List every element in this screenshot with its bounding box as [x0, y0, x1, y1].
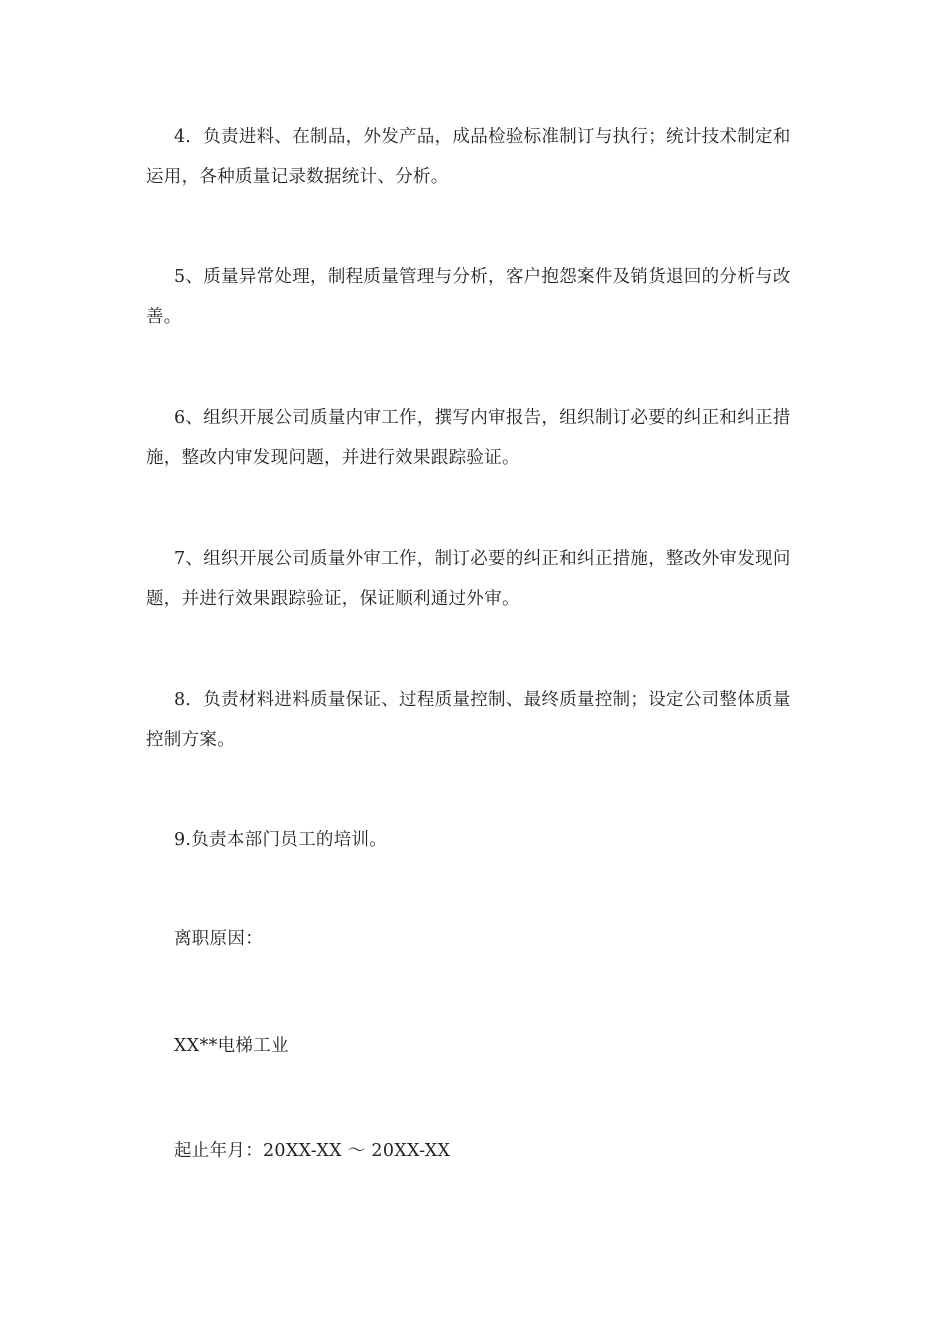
duty-item-5: 5、质量异常处理，制程质量管理与分析，客户抱怨案件及销货退回的分析与改善。: [146, 267, 791, 327]
employment-period: 起止年月：20XX-XX ～ 20XX-XX: [174, 1141, 451, 1161]
duty-item-9: 9.负责本部门员工的培训。: [174, 830, 388, 850]
leave-reason-label: 离职原因：: [174, 929, 263, 949]
duty-item-6: 6、组织开展公司质量内审工作，撰写内审报告，组织制订必要的纠正和纠正措施，整改内审发现问题，并进行效果跟踪验证。: [146, 408, 791, 468]
duty-item-7: 7、组织开展公司质量外审工作，制订必要的纠正和纠正措施，整改外审发现问题，并进行效果跟踪验证，保证顺利通过外审。: [146, 549, 791, 609]
duty-item-8: 8．负责材料进料质量保证、过程质量控制、最终质量控制；设定公司整体质量控制方案。: [146, 690, 791, 750]
company-name: XX**电梯工业: [174, 1036, 289, 1056]
duty-item-4: 4．负责进料、在制品，外发产品，成品检验标准制订与执行；统计技术制定和运用，各种质量记录数据统计、分析。: [146, 127, 791, 187]
